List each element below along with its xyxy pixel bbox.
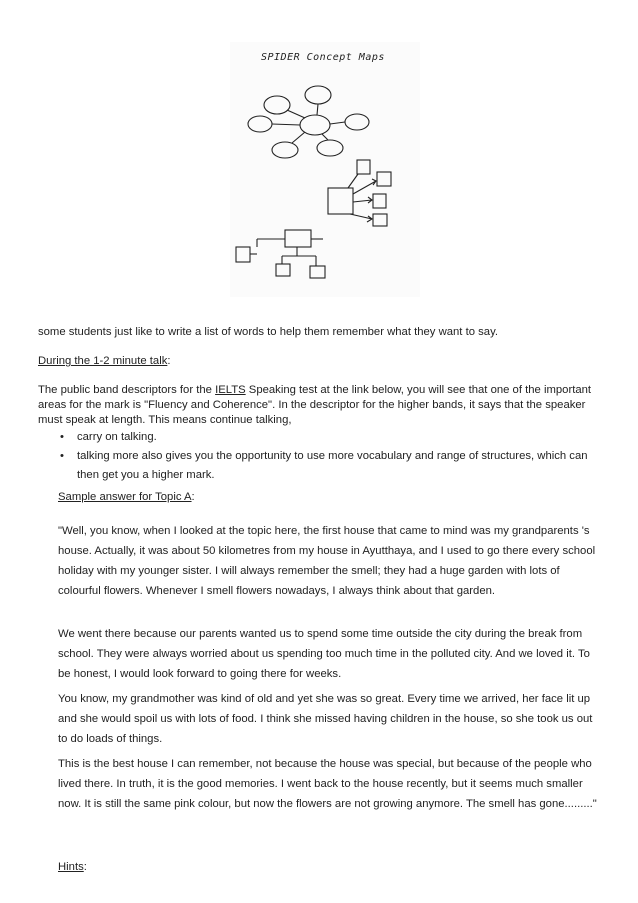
answer-paragraph: You know, my grandmother was kind of old and yet she was so great. Every time we arrived, her face lit up and she would spoil us with lots of food. I think she missed having children in the house, so she took us out to do loads of things. [58,693,593,745]
hints-heading: Hints: [58,861,87,873]
list-item: • carry on talking. [38,428,604,447]
concept-map-sketch-icon [230,42,420,297]
descriptor-text-after: Speaking test at the link below, you will see that one of the important areas for the mark is "Fluency and Coherence". In the descriptor for the higher bands, it says that the speaker must speak at length. This means continue talking, [38,384,592,426]
intro-text: some students just like to write a list of words to help them remember what they want to say. [38,326,499,338]
descriptor-text-before: The public band descriptors for the [38,384,216,396]
sample-answer-title: Sample answer for Topic A [58,491,192,503]
descriptor-paragraph [38,383,604,428]
talk-heading-text: During the 1-2 minute talk [38,355,168,367]
ielts-link[interactable]: IELTS [215,384,246,396]
answer-paragraph: This is the best house I can remember, not because the house was special, but because of the people who lived there. In truth, it is the good memories. I went back to the house recently, but it seems much smaller now. It is still the same pink colour, but now the flowers are not growing anymore. The smell has gone........." [58,758,597,810]
answer-paragraph: We went there because our parents wanted us to spend some time outside the city during the break from school. They were always worried about us spending too much time in the polluted city. And we loved it. To be honest, I would look forward to going there for weeks. [58,628,590,680]
talk-heading: During the 1-2 minute talk: [38,355,171,367]
bullet-list [38,428,604,485]
list-item: • talking more also gives you the opportunity to use more vocabulary and range of structures, which can then get you a higher mark. [38,447,604,485]
concept-map-figure [230,42,420,297]
answer-paragraph: "Well, you know, when I looked at the topic here, the first house that came to mind was my grandparents 's house. Actually, it was about 50 kilometres from my house in Ayutthaya, and I used to go there every school holiday with my younger sister. I will always remember the smell; they had a huge garden with lots of colourful flowers. Whenever I smell flowers nowadays, I always think about that garden. [58,525,596,597]
sample-answer-heading: Sample answer for Topic A: [58,491,195,503]
hints-label: Hints [58,861,84,873]
figure-title: SPIDER Concept Maps [261,52,385,63]
